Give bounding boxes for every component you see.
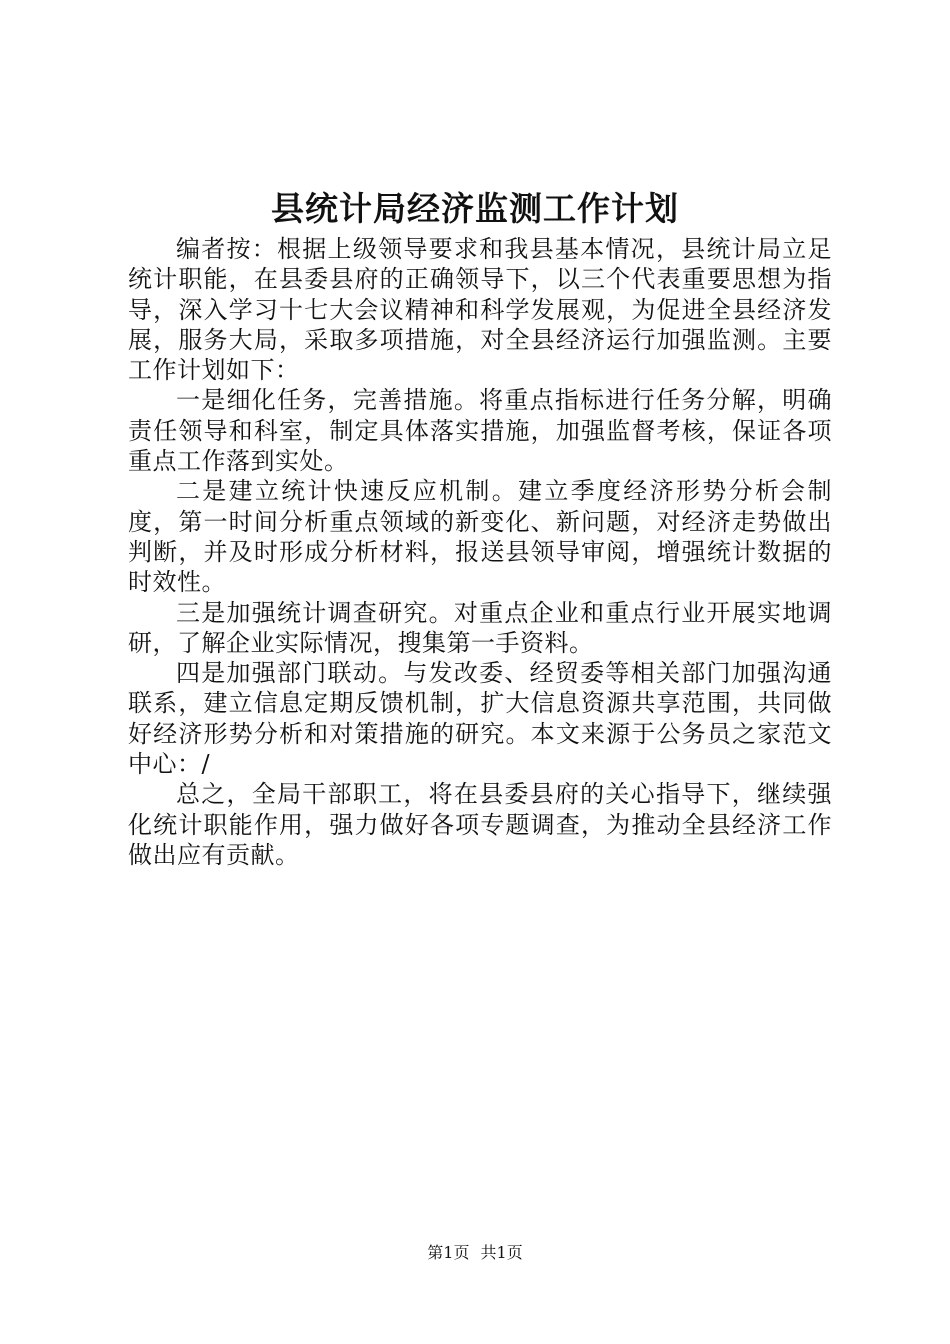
page-number-total: 共1页	[480, 1243, 523, 1262]
paragraph-point-one: 一是细化任务，完善措施。将重点指标进行任务分解，明确责任领导和科室，制定具体落实措施，加强监督考核，保证各项重点工作落到实处。	[128, 386, 832, 476]
paragraph-point-three: 三是加强统计调查研究。对重点企业和重点行业开展实地调研，了解企业实际情况，搜集第一手资料。	[128, 598, 832, 657]
document-title: 县统计局经济监测工作计划	[271, 189, 679, 228]
paragraph-point-two: 二是建立统计快速反应机制。建立季度经济形势分析会制度，第一时间分析重点领域的新变化、新问题，对经济走势做出判断，并及时形成分析材料，报送县领导审阅，增强统计数据的时效性。	[128, 477, 832, 597]
paragraph-editor-note: 编者按：根据上级领导要求和我县基本情况，县统计局立足统计职能，在县委县府的正确领导下，以三个代表重要思想为指导，深入学习十七大会议精神和科学发展观，为促进全县经济发展，服务大局，采取多项措施，对全县经济运行加强监测。主要工作计划如下：	[128, 235, 832, 385]
page-footer	[0, 1242, 950, 1264]
paragraph-conclusion: 总之，全局干部职工，将在县委县府的关心指导下，继续强化统计职能作用，强力做好各项专题调查，为推动全县经济工作做出应有贡献。	[128, 780, 832, 869]
paragraph-point-four: 四是加强部门联动。与发改委、经贸委等相关部门加强沟通联系，建立信息定期反馈机制，扩大信息资源共享范围，共同做好经济形势分析和对策措施的研究。本文来源于公务员之家范文中心：/	[128, 659, 832, 779]
page-number-current: 第1页	[427, 1243, 470, 1262]
document-body	[128, 234, 832, 870]
